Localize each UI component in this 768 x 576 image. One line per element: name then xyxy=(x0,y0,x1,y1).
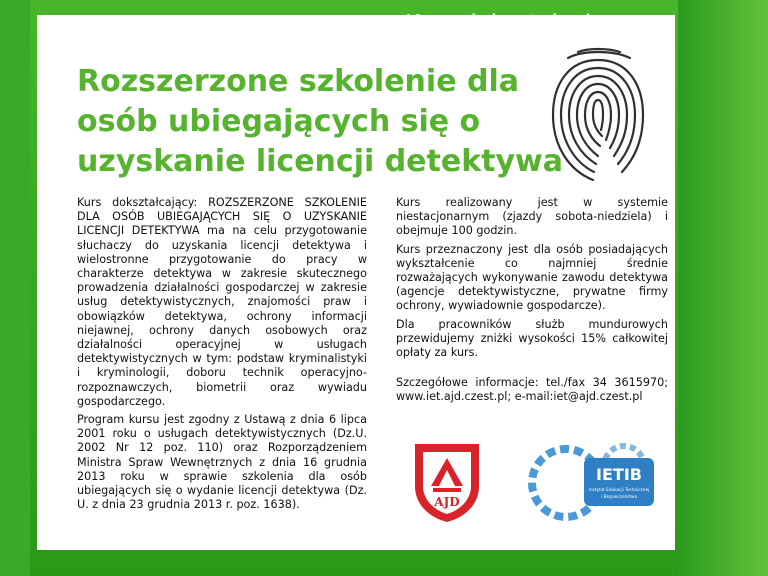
background-right-band xyxy=(678,0,768,576)
left-paragraph-2: Program kursu jest zgodny z Ustawą z dnia 6 lipca 2001 roku o usługach detektywistycznych (Dz.U. 2002 Nr 12 poz. 110) oraz Rozporządzeniem Ministra Spraw Wewnętrznych z dnia 16 grudnia 2013 roku w sprawie szkolenia dla osób ubiegających się o wydanie licencji detektywa (Dz. U. z dnia 23 grudnia 2013 r. poz. 1638). xyxy=(77,413,367,512)
background-left-band xyxy=(0,0,30,576)
ietib-logo xyxy=(528,440,658,526)
page-title: Rozszerzone szkolenie dla osób ubiegających się o uzyskanie licencji detektywa xyxy=(77,64,564,179)
right-column xyxy=(396,196,668,409)
ietib-logo-text: IETIB xyxy=(596,465,642,484)
right-paragraph-1: Kurs realizowany jest w systemie niestacjonarnym (zjazdy sobota-niedziela) i obejmuje 100 godzin. xyxy=(396,196,668,238)
ajd-logo xyxy=(411,440,483,524)
contact-info: Szczegółowe informacje: tel./fax 34 3615970; www.iet.ajd.czest.pl; e-mail:iet@ajd.czest.pl xyxy=(396,376,668,404)
ietib-logo-subtext-1: Instytut Edukacji Technicznej xyxy=(588,487,650,492)
left-paragraph-1: Kurs dokształcający: ROZSZERZONE SZKOLENIE DLA OSÓB UBIEGAJĄCYCH SIĘ O UZYSKANIE LICENCJI DETEKTYWA ma na celu przygotowanie słuchaczy do uzyskania licencji detektywa i wielostronne przygotowanie do pracy w charakterze detektywa w zakresie skutecznego prowadzenia działalności gospodarczej w zakresie usług detektywistycznych, znajomości praw i obowiązków detektywa, ochrony informacji niejawnej, ochrony danych osobowych oraz działalności operacyjnej w usługach detektywistycznych w tym: podstaw kryminalistyki i kryminologii, doboru technik operacyjno-rozpoznawczych, biometrii oraz wywiadu gospodarczego. xyxy=(77,196,367,408)
left-column xyxy=(77,196,367,516)
right-paragraph-3: Dla pracowników służb mundurowych przewidujemy zniżki wysokości 15% całkowitej opłaty za kurs. xyxy=(396,317,668,360)
ietib-logo-subtext-2: i Bezpieczeństwa xyxy=(600,494,638,499)
ajd-logo-text: AJD xyxy=(434,495,460,509)
right-paragraph-2: Kurs przeznaczony jest dla osób posiadających wykształcenie co najmniej średnie rozważających wykonywanie zawodu detektywa (agencje detektywistyczne, prywatne firmy ochrony, wywiadownie gospodarcze). xyxy=(396,242,668,313)
